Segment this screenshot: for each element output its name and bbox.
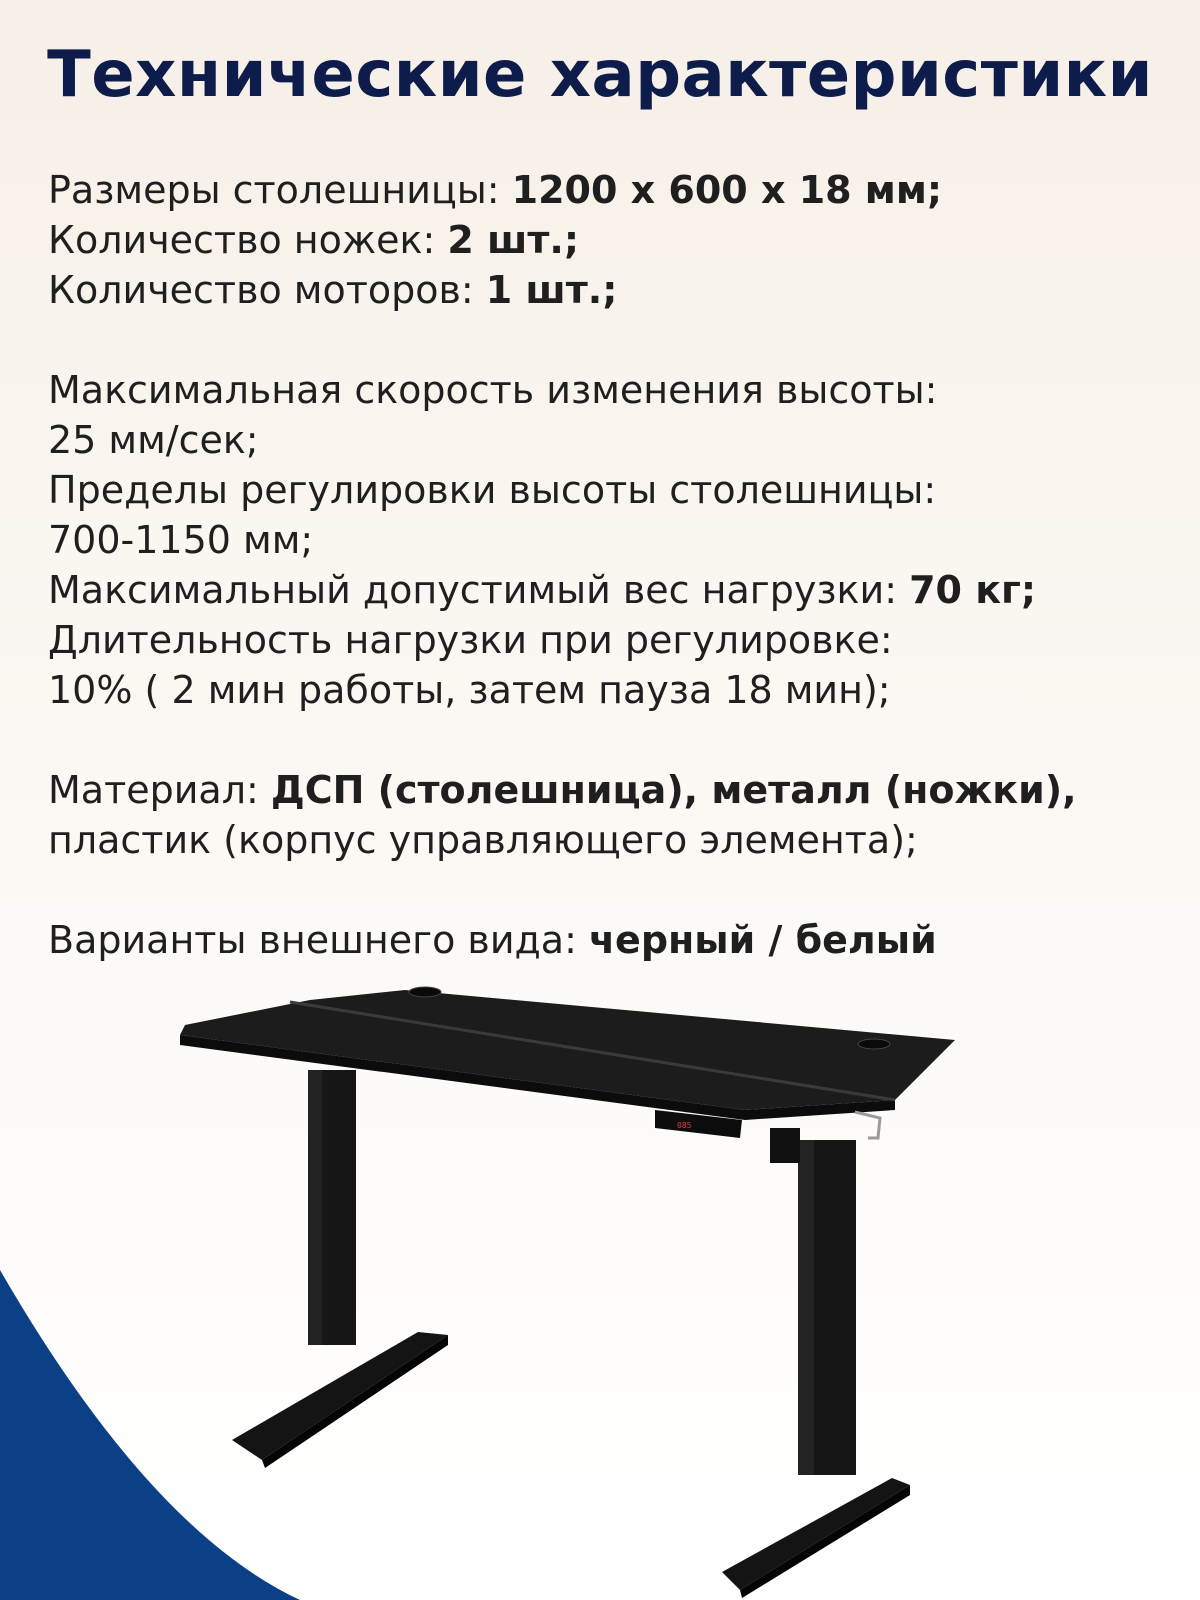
spec-label: Размеры столешницы: xyxy=(48,168,512,212)
control-panel-display: 085 xyxy=(677,1121,692,1130)
desk-illustration xyxy=(150,960,1010,1600)
spacer xyxy=(48,715,1168,765)
desk-left-leg xyxy=(232,1070,448,1468)
spec-value: ДСП (столешница), металл (ножки), xyxy=(270,768,1077,812)
spec-max-load xyxy=(48,565,1168,615)
page-title: Технические характеристики xyxy=(47,38,1153,112)
spec-legs xyxy=(48,215,1168,265)
spec-height-label: Пределы регулировки высоты столешницы: xyxy=(48,468,937,512)
spec-value: черный / белый xyxy=(588,918,937,962)
spec-value: 2 шт.; xyxy=(447,218,580,262)
spec-label: Варианты внешнего вида: xyxy=(48,918,589,962)
spec-material-value-2: пластик (корпус управляющего элемента); xyxy=(48,818,918,862)
spec-variants xyxy=(48,915,1168,965)
spec-label: Количество ножек: xyxy=(48,218,448,262)
spec-value: 1 шт.; xyxy=(485,268,618,312)
spec-material xyxy=(48,765,1168,815)
spec-speed-value: 25 мм/сек; xyxy=(48,418,259,462)
spacer xyxy=(48,865,1168,915)
spec-motors xyxy=(48,265,1168,315)
spec-list xyxy=(48,165,1168,965)
spacer xyxy=(48,315,1168,365)
spec-label: Максимальный допустимый вес нагрузки: xyxy=(48,568,910,612)
spec-top-size xyxy=(48,165,1168,215)
spec-value: 70 кг; xyxy=(909,568,1037,612)
spec-speed-label: Максимальная скорость изменения высоты: xyxy=(48,368,938,412)
desk-top xyxy=(180,987,955,1120)
spec-value: 1200 х 600 х 18 мм; xyxy=(511,168,943,212)
desk-right-leg xyxy=(722,1140,910,1598)
spec-duty-value: 10% ( 2 мин работы, затем пауза 18 мин); xyxy=(48,668,891,712)
headphone-hook-icon xyxy=(855,1112,880,1138)
spec-height-value: 700-1150 мм; xyxy=(48,518,314,562)
motor-box xyxy=(770,1128,800,1163)
spec-label: Количество моторов: xyxy=(48,268,486,312)
spec-label: Материал: xyxy=(48,768,271,812)
spec-duty-label: Длительность нагрузки при регулировке: xyxy=(48,618,893,662)
